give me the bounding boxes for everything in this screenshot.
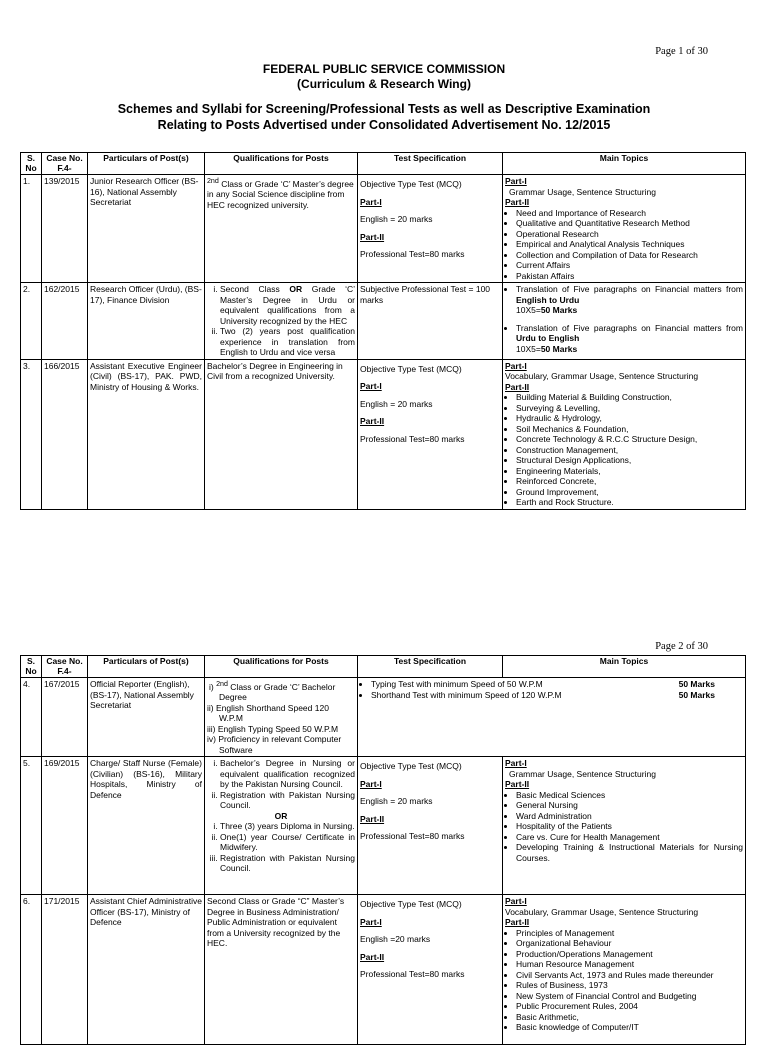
table-header <box>21 656 746 678</box>
professional-marks: Professional Test=80 marks <box>360 831 465 842</box>
list-item: • Human Resource Management <box>516 959 743 970</box>
topic-part-1-text: Grammar Usage, Sentence Structuring <box>509 768 656 779</box>
topic-part-1: Part-I <box>505 758 527 769</box>
cell-qualifications <box>205 757 358 895</box>
list-item: • Soil Mechanics & Foundation, <box>516 424 743 435</box>
lang-to: English <box>548 333 580 343</box>
list-item: • Civil Servants Act, 1973 and Rules made thereunder <box>516 970 743 981</box>
list-item: • Structural Design Applications, <box>516 455 743 466</box>
list-item: • Rules of Business, 1973 <box>516 980 743 991</box>
topic-part-2: Part-II <box>505 917 530 928</box>
translation-text: Translation of Five paragraphs on Financial matters from <box>516 322 743 333</box>
list-item: • Concrete Technology & R.C.C Structure Design, <box>516 434 743 445</box>
test-list <box>360 679 743 700</box>
header-qualifications: Qualifications for Posts <box>205 153 358 175</box>
test-marks: 50 Marks <box>678 689 715 700</box>
cell-topics <box>503 895 746 1045</box>
list-item: • Basic knowledge of Computer/IT <box>516 1022 743 1033</box>
list-item: • Hospitality of the Patients <box>516 821 743 832</box>
test-type: Objective Type Test (MCQ) <box>360 761 462 772</box>
cell-sno: 1. <box>21 175 42 283</box>
table-row <box>21 757 746 895</box>
qual-sup: 2nd <box>207 177 219 185</box>
header-particulars: Particulars of Post(s) <box>88 153 205 175</box>
part-2-label: Part-II <box>360 813 385 824</box>
list-item: i. Bachelor’s Degree in Nursing or equivalent qualification recognized by the Pakistan Nursing Council. <box>220 758 355 790</box>
list-item: • General Nursing <box>516 800 743 811</box>
topic-part-2: Part-II <box>505 381 530 392</box>
qual-sup: 2nd <box>216 680 228 688</box>
part-1-label: Part-I <box>360 381 382 391</box>
list-item: • Operational Research <box>516 229 743 240</box>
cell-test-topics <box>358 678 746 757</box>
test-type: Objective Type Test (MCQ) <box>360 179 462 189</box>
cell-qualifications: Bachelor’s Degree in Engineering in Civil from a recognized University. <box>205 359 358 509</box>
topic-part-1: Part-I <box>505 896 527 907</box>
page-number: Page 1 of 30 <box>655 46 708 57</box>
header-test: Test Specification <box>358 656 503 678</box>
english-marks: English = 20 marks <box>360 796 433 807</box>
professional-marks: Professional Test=80 marks <box>360 433 465 444</box>
english-marks: English =20 marks <box>360 934 431 945</box>
cell-particulars: Assistant Executive Engineer (Civil) (BS-17), PAK. PWD, Ministry of Housing & Works. <box>88 359 205 509</box>
list-item: ii. Two (2) years post qualification experience in translation from English to Urdu and vice versa <box>220 326 355 358</box>
cell-case: 166/2015 <box>42 359 88 509</box>
professional-marks: Professional Test=80 marks <box>360 249 465 259</box>
cell-case: 171/2015 <box>42 895 88 1045</box>
part-2-label: Part-II <box>360 951 385 962</box>
commission-title: FEDERAL PUBLIC SERVICE COMMISSION <box>262 62 506 76</box>
header-case: Case No. F.4- <box>42 153 88 175</box>
qual-item <box>207 679 355 703</box>
list-item: • Basic Medical Sciences <box>516 790 743 801</box>
cell-sno: 4. <box>21 678 42 757</box>
list-item: • Engineering Materials, <box>516 466 743 477</box>
list-item: • Qualitative and Quantitative Research Method <box>516 218 743 229</box>
cell-sno: 3. <box>21 359 42 509</box>
list-item: • Basic Arithmetic, <box>516 1012 743 1023</box>
header-sno: S. No <box>21 656 42 678</box>
topic-part-1-text: Grammar Usage, Sentence Structuring <box>509 186 656 197</box>
list-item: • Need and Importance of Research <box>516 208 743 219</box>
part-1-label: Part-I <box>360 778 382 789</box>
english-marks: English = 20 marks <box>360 214 433 224</box>
list-item: • Ground Improvement, <box>516 487 743 498</box>
test-text: Shorthand Test with minimum Speed of 120 W.P.M <box>371 689 562 700</box>
list-item: • Construction Management, <box>516 445 743 456</box>
test-type: Objective Type Test (MCQ) <box>360 899 462 910</box>
topic-list <box>505 790 743 864</box>
qualification-list <box>207 758 355 811</box>
marks-value: 50 Marks <box>540 343 578 354</box>
qual-item: iii) English Typing Speed 50 W.P.M <box>207 723 339 734</box>
qual-item: ii) English Shorthand Speed 120 W.P.M <box>207 702 329 724</box>
cell-sno: 2. <box>21 283 42 360</box>
cell-sno: 6. <box>21 895 42 1045</box>
translation-text: Translation of Five paragraphs on Financial matters from <box>516 284 743 294</box>
table-row <box>21 895 746 1045</box>
english-marks: English = 20 marks <box>360 398 433 409</box>
cell-particulars: Research Officer (Urdu), (BS-17), Finance Division <box>88 283 205 360</box>
cell-particulars: Assistant Chief Administrative Officer (BS-17), Ministry of Defence <box>88 895 205 1045</box>
list-item: • Current Affairs <box>516 260 743 271</box>
cell-particulars: Official Reporter (English), (BS-17), National Assembly Secretariat <box>88 678 205 757</box>
marks-formula: 10X5= <box>516 305 541 315</box>
list-item: • Reinforced Concrete, <box>516 476 743 487</box>
cell-qualifications: Second Class or Grade “C” Master’s Degree in Business Administration/ Public Administration or equivalent from a University recognized by the HEC. <box>205 895 358 1045</box>
or-separator: OR <box>274 810 288 821</box>
list-item: • Developing Training & Instructional Materials for Nursing Courses. <box>516 842 743 863</box>
document-subtitle-2: Relating to Posts Advertised under Consolidated Advertisement No. 12/2015 <box>157 118 611 132</box>
topic-part-2: Part-II <box>505 197 530 207</box>
list-item: • Public Procurement Rules, 2004 <box>516 1001 743 1012</box>
header-qualifications: Qualifications for Posts <box>205 656 358 678</box>
header-sno: S. No <box>21 153 42 175</box>
test-text: Typing Test with minimum Speed of 50 W.P.M <box>371 679 543 689</box>
professional-marks: Professional Test=80 marks <box>360 969 465 980</box>
cell-topics <box>503 757 746 895</box>
list-item: • Collection and Compilation of Data for Research <box>516 250 743 261</box>
list-item: • Earth and Rock Structure. <box>516 497 743 508</box>
list-item: • Surveying & Levelling, <box>516 403 743 414</box>
cell-particulars: Charge/ Staff Nurse (Female) (Civilian) (BS-16), Military Hospitals, Ministry of Defence <box>88 757 205 895</box>
cell-test <box>358 895 503 1045</box>
list-item: • Ward Administration <box>516 811 743 822</box>
part-2-label: Part-II <box>360 231 385 242</box>
list-item: • Organizational Behaviour <box>516 938 743 949</box>
list-item: • Care vs. Cure for Health Management <box>516 832 743 843</box>
topic-list <box>505 928 743 1033</box>
cell-qualifications <box>205 678 358 757</box>
lang-from: English <box>516 294 547 305</box>
header-topics: Main Topics <box>503 656 746 678</box>
test-marks: 50 Marks <box>678 679 715 689</box>
list-item: • New System of Financial Control and Budgeting <box>516 991 743 1002</box>
cell-test: Subjective Professional Test = 100 marks <box>358 283 503 360</box>
list-item: • Building Material & Building Construction, <box>516 392 743 403</box>
marks-value: 50 Marks <box>540 305 578 315</box>
list-item <box>371 690 743 701</box>
header-particulars: Particulars of Post(s) <box>88 656 205 678</box>
list-item: • Hydraulic & Hydrology, <box>516 413 743 424</box>
list-item: • Pakistan Affairs <box>516 271 743 282</box>
cell-test <box>358 757 503 895</box>
test-type: Objective Type Test (MCQ) <box>360 363 462 374</box>
topic-part-1-text: Vocabulary, Grammar Usage, Sentence Structuring <box>505 371 699 381</box>
page-number: Page 2 of 30 <box>655 641 708 652</box>
qual-numeral: i) <box>209 681 214 692</box>
part-2-label: Part-II <box>360 416 385 426</box>
table-row <box>21 678 746 757</box>
document-subtitle-1: Schemes and Syllabi for Screening/Professional Tests as well as Descriptive Examination <box>117 102 651 116</box>
list-item: ii. Registration with Pakistan Nursing Council. <box>220 790 355 811</box>
list-item <box>371 679 743 690</box>
marks-formula: 10X5= <box>516 343 541 354</box>
list-item: • Principles of Management <box>516 928 743 939</box>
topic-part-1-text: Vocabulary, Grammar Usage, Sentence Structuring <box>505 906 699 917</box>
lang-to-word: to <box>538 333 547 343</box>
qualification-list <box>207 821 355 874</box>
cell-case: 162/2015 <box>42 283 88 360</box>
qual-item: iv) Proficiency in relevant Computer Software <box>207 734 342 755</box>
lang-to-word: to <box>549 294 558 305</box>
topic-part-1: Part-I <box>505 176 527 186</box>
list-item: i. Three (3) years Diploma in Nursing. <box>220 821 355 832</box>
cell-sno: 5. <box>21 757 42 895</box>
part-1-label: Part-I <box>360 916 382 927</box>
header-test: Test Specification <box>358 153 503 175</box>
qual-a-post: Grade ‘C’ Master’s Degree in Urdu or equivalent qualifications from a University recognized by the HEC <box>220 284 355 326</box>
list-item: • Production/Operations Management <box>516 949 743 960</box>
syllabus-table-page-2 <box>20 655 746 1045</box>
wing-title: (Curriculum & Research Wing) <box>297 77 471 91</box>
list-item: • Empirical and Analytical Analysis Techniques <box>516 239 743 250</box>
qual-a-pre: Second Class <box>220 284 280 294</box>
part-1-label: Part-I <box>360 196 382 207</box>
header-case: Case No. F.4- <box>42 656 88 678</box>
qual-a-or: OR <box>289 284 303 294</box>
cell-case: 167/2015 <box>42 678 88 757</box>
header-topics: Main Topics <box>503 153 746 175</box>
qual-text: Class or Grade ‘C’ Bachelor Degree <box>219 681 336 703</box>
list-item: ii. One(1) year Course/ Certificate in Midwifery. <box>220 832 355 853</box>
lang-to: Urdu <box>559 294 580 305</box>
cell-case: 139/2015 <box>42 175 88 283</box>
topic-part-2: Part-II <box>505 779 530 790</box>
qual-text: Class or Grade ‘C’ Master’s degree in any Social Science discipline from HEC recognized university. <box>207 178 354 210</box>
topic-part-1: Part-I <box>505 360 527 371</box>
list-item: iii. Registration with Pakistan Nursing Council. <box>220 853 355 874</box>
cell-case: 169/2015 <box>42 757 88 895</box>
lang-from: Urdu <box>516 333 536 343</box>
cell-particulars: Junior Research Officer (BS-16), National Assembly Secretariat <box>88 175 205 283</box>
